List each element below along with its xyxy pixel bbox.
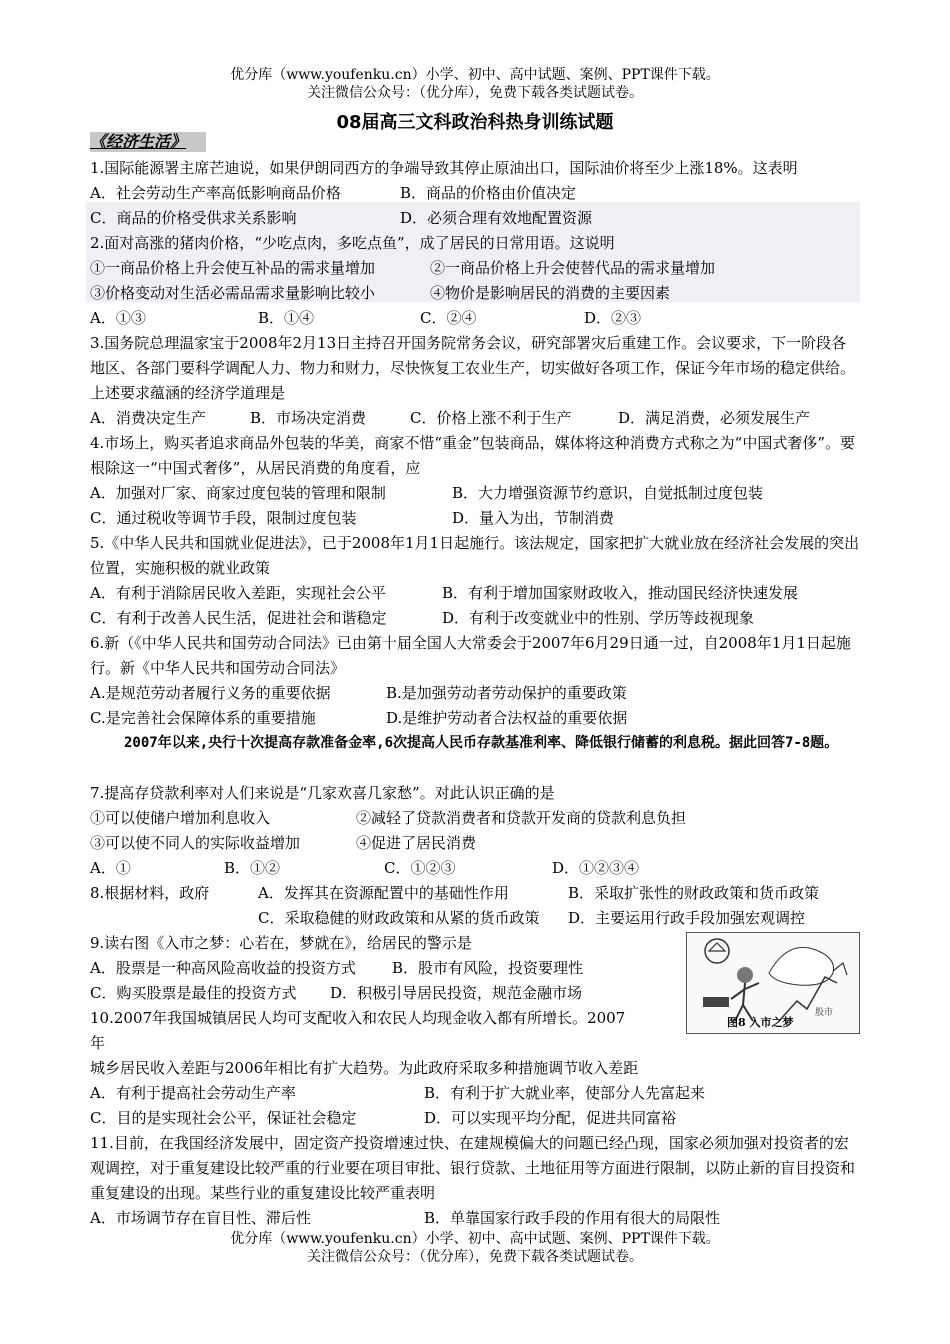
q1-option-c: C．商品的价格受供求关系影响 <box>90 209 297 227</box>
q11-stem: 11.目前，在我国经济发展中，固定资产投资增速过快、在建规模偏大的问题已经凸现，国家必须加强对投资者的宏观调控，对于重复建设比较严重的行业要在项目审批、银行贷款、土地征用等方面进行限制，以防止新的盲目投资和重复建设的出现。某些行业的重复建设比较严重表明 <box>90 1134 856 1202</box>
q5-option-c: C．有利于改善人民生活，促进社会和谐稳定 <box>90 609 387 627</box>
q2-statement-2: ②一商品价格上升会使替代品的需求量增加 <box>430 259 716 277</box>
q2-option-a: A．①③ <box>90 309 146 327</box>
q5-option-a: A．有利于消除居民收入差距，实现社会公平 <box>90 584 386 602</box>
q9-option-b: B．股市有风险，投资要理性 <box>392 959 584 977</box>
q9-option-d: D．积极引导居民投资，规范金融市场 <box>330 984 583 1002</box>
q6-stem: 6.新（《中华人民共和国劳动合同法》已由第十届全国人大常委会于2007年6月29日通一过，自2008年1月1日起施行。新《中华人民共和国劳动合同法》 <box>90 634 851 677</box>
q3-option-c: C．价格上涨不利于生产 <box>410 409 572 427</box>
footer-line-2: 关注微信公众号：（优分库），免费下载各类试题试卷。 <box>307 1249 643 1265</box>
q5-stem: 5.《中华人民共和国就业促进法》，已于2008年1月1日起施行。该法规定，国家把扩大就业放在经济社会发展的突出位置，实施积极的就业政策 <box>90 534 860 577</box>
q2-statement-4: ④物价是影响居民的消费的主要因素 <box>430 284 671 302</box>
q4-option-d: D．量入为出，节制消费 <box>452 509 615 527</box>
q8-option-b: B．采取扩张性的财政政策和货币政策 <box>568 884 820 902</box>
q9-stem: 9.读右图《入市之梦：心若在，梦就在》，给居民的警示是 <box>90 934 472 952</box>
q8-option-d: D．主要运用行政手段加强宏观调控 <box>568 909 806 927</box>
q1-option-b: B．商品的价格由价值决定 <box>400 184 577 202</box>
figure-caption: 图8 入市之梦 <box>727 1016 794 1029</box>
q1-option-a: A．社会劳动生产率高低影响商品价格 <box>90 184 341 202</box>
cartoon-figure <box>686 932 860 1034</box>
q7-statement-2: ②减轻了贷款消费者和贷款开发商的贷款利息负担 <box>356 809 687 827</box>
q1-stem: 1.国际能源署主席芒迪说，如果伊朗同西方的争端导致其停止原油出口，国际油价将至少上涨18%。这表明 <box>90 159 798 177</box>
page-title: 08届高三文科政治科热身训练试题 <box>336 112 614 133</box>
q5-option-b: B．有利于增加国家财政收入，推动国民经济快速发展 <box>442 584 799 602</box>
q1-option-d: D．必须合理有效地配置资源 <box>400 209 593 227</box>
footer-line-1: 优分库（www.youfenku.cn）小学、初中、高中试题、案例、PPT课件下载。 <box>230 1231 720 1247</box>
q7-option-b: B．①② <box>224 859 281 877</box>
q4-option-a: A．加强对厂家、商家过度包装的管理和限制 <box>90 484 386 502</box>
q10-stem-2: 年 <box>90 1034 106 1052</box>
q4-option-c: C．通过税收等调节手段，限制过度包装 <box>90 509 357 527</box>
q8-option-a: A．发挥其在资源配置中的基础性作用 <box>258 884 509 902</box>
q11-option-b: B．单靠国家行政手段的作用有很大的局限性 <box>424 1209 721 1227</box>
q11-option-a: A．市场调节存在盲目性、滞后性 <box>90 1209 311 1227</box>
q7-option-c: C．①②③ <box>384 859 456 877</box>
q10-option-a: A．有利于提高社会劳动生产率 <box>90 1084 296 1102</box>
q10-option-c: C．目的是实现社会公平，保证社会稳定 <box>90 1109 357 1127</box>
q2-stem: 2.面对高涨的猪肉价格，“少吃点肉，多吃点鱼”，成了居民的日常用语。这说明 <box>90 234 615 252</box>
q6-option-a: A.是规范劳动者履行义务的重要依据 <box>90 684 331 702</box>
q10-option-b: B．有利于扩大就业率，使部分人先富起来 <box>424 1084 706 1102</box>
q7-statement-3: ③可以使不同人的实际收益增加 <box>90 834 301 852</box>
q5-option-d: D．有利于改变就业中的性别、学历等歧视现象 <box>442 609 755 627</box>
q7-stem: 7.提高存贷款利率对人们来说是“几家欢喜几家愁”。对此认识正确的是 <box>90 784 555 802</box>
q10-stem-1: 10.2007年我国城镇居民人均可支配收入和农民人均现金收入都有所增长。2007 <box>90 1009 626 1027</box>
material-note: 2007年以来,央行十次提高存款准备金率,6次提高人民币存款基准利率、降低银行储蓄的利息税。据此回答7-8题。 <box>124 735 839 751</box>
q7-statement-4: ④促进了居民消费 <box>356 834 477 852</box>
q6-option-c: C.是完善社会保障体系的重要措施 <box>90 709 316 727</box>
q6-option-b: B.是加强劳动者劳动保护的重要政策 <box>386 684 627 702</box>
q4-stem: 4.市场上，购买者追求商品外包装的华美，商家不惜“重金”包装商品，媒体将这种消费方式称之为“中国式奢侈”。要根除这一“中国式奢侈”，从居民消费的角度看，应 <box>90 434 855 477</box>
q2-option-d: D．②③ <box>584 309 642 327</box>
q7-statement-1: ①可以使储户增加利息收入 <box>90 809 271 827</box>
q10-option-d: D．可以实现平均分配，促进共同富裕 <box>424 1109 677 1127</box>
q8-option-c: C．采取稳健的财政政策和从紧的货币政策 <box>258 909 540 927</box>
q9-option-c: C．购买股票是最佳的投资方式 <box>90 984 297 1002</box>
q7-option-d: D．①②③④ <box>552 859 640 877</box>
header-line-1: 优分库（www.youfenku.cn）小学、初中、高中试题、案例、PPT课件下载。 <box>230 67 720 83</box>
header-line-2: 关注微信公众号：（优分库），免费下载各类试题试卷。 <box>307 85 643 101</box>
q10-stem-3: 城乡居民收入差距与2006年相比有扩大趋势。为此政府采取多种措施调节收入差距 <box>90 1059 639 1077</box>
q6-option-d: D.是维护劳动者合法权益的重要依据 <box>386 709 628 727</box>
q2-option-b: B．①④ <box>258 309 315 327</box>
q2-statement-1: ①一商品价格上升会使互补品的需求量增加 <box>90 259 376 277</box>
q2-option-c: C．②④ <box>420 309 477 327</box>
q9-option-a: A．股票是一种高风险高收益的投资方式 <box>90 959 356 977</box>
q2-statement-3: ③价格变动对生活必需品需求量影响比较小 <box>90 284 376 302</box>
q3-stem: 3.国务院总理温家宝于2008年2月13日主持召开国务院常务会议，研究部署灾后重建工作。会议要求，下一阶段各地区、各部门要科学调配人力、物力和财力，尽快恢复工农业生产，切实做好各项工作，保证今年市场的稳定供给。上述要求蕴涵的经济学道理是 <box>90 334 856 402</box>
q3-option-d: D．满足消费，必须发展生产 <box>618 409 811 427</box>
q4-option-b: B．大力增强资源节约意识，自觉抵制过度包装 <box>452 484 764 502</box>
section-heading: 《经济生活》 <box>90 132 206 152</box>
q3-option-b: B．市场决定消费 <box>250 409 367 427</box>
q7-option-a: A．① <box>90 859 131 877</box>
figure-label: 股市 <box>815 1008 834 1018</box>
q3-option-a: A．消费决定生产 <box>90 409 206 427</box>
q8-stem: 8.根据材料，政府 <box>90 884 210 902</box>
